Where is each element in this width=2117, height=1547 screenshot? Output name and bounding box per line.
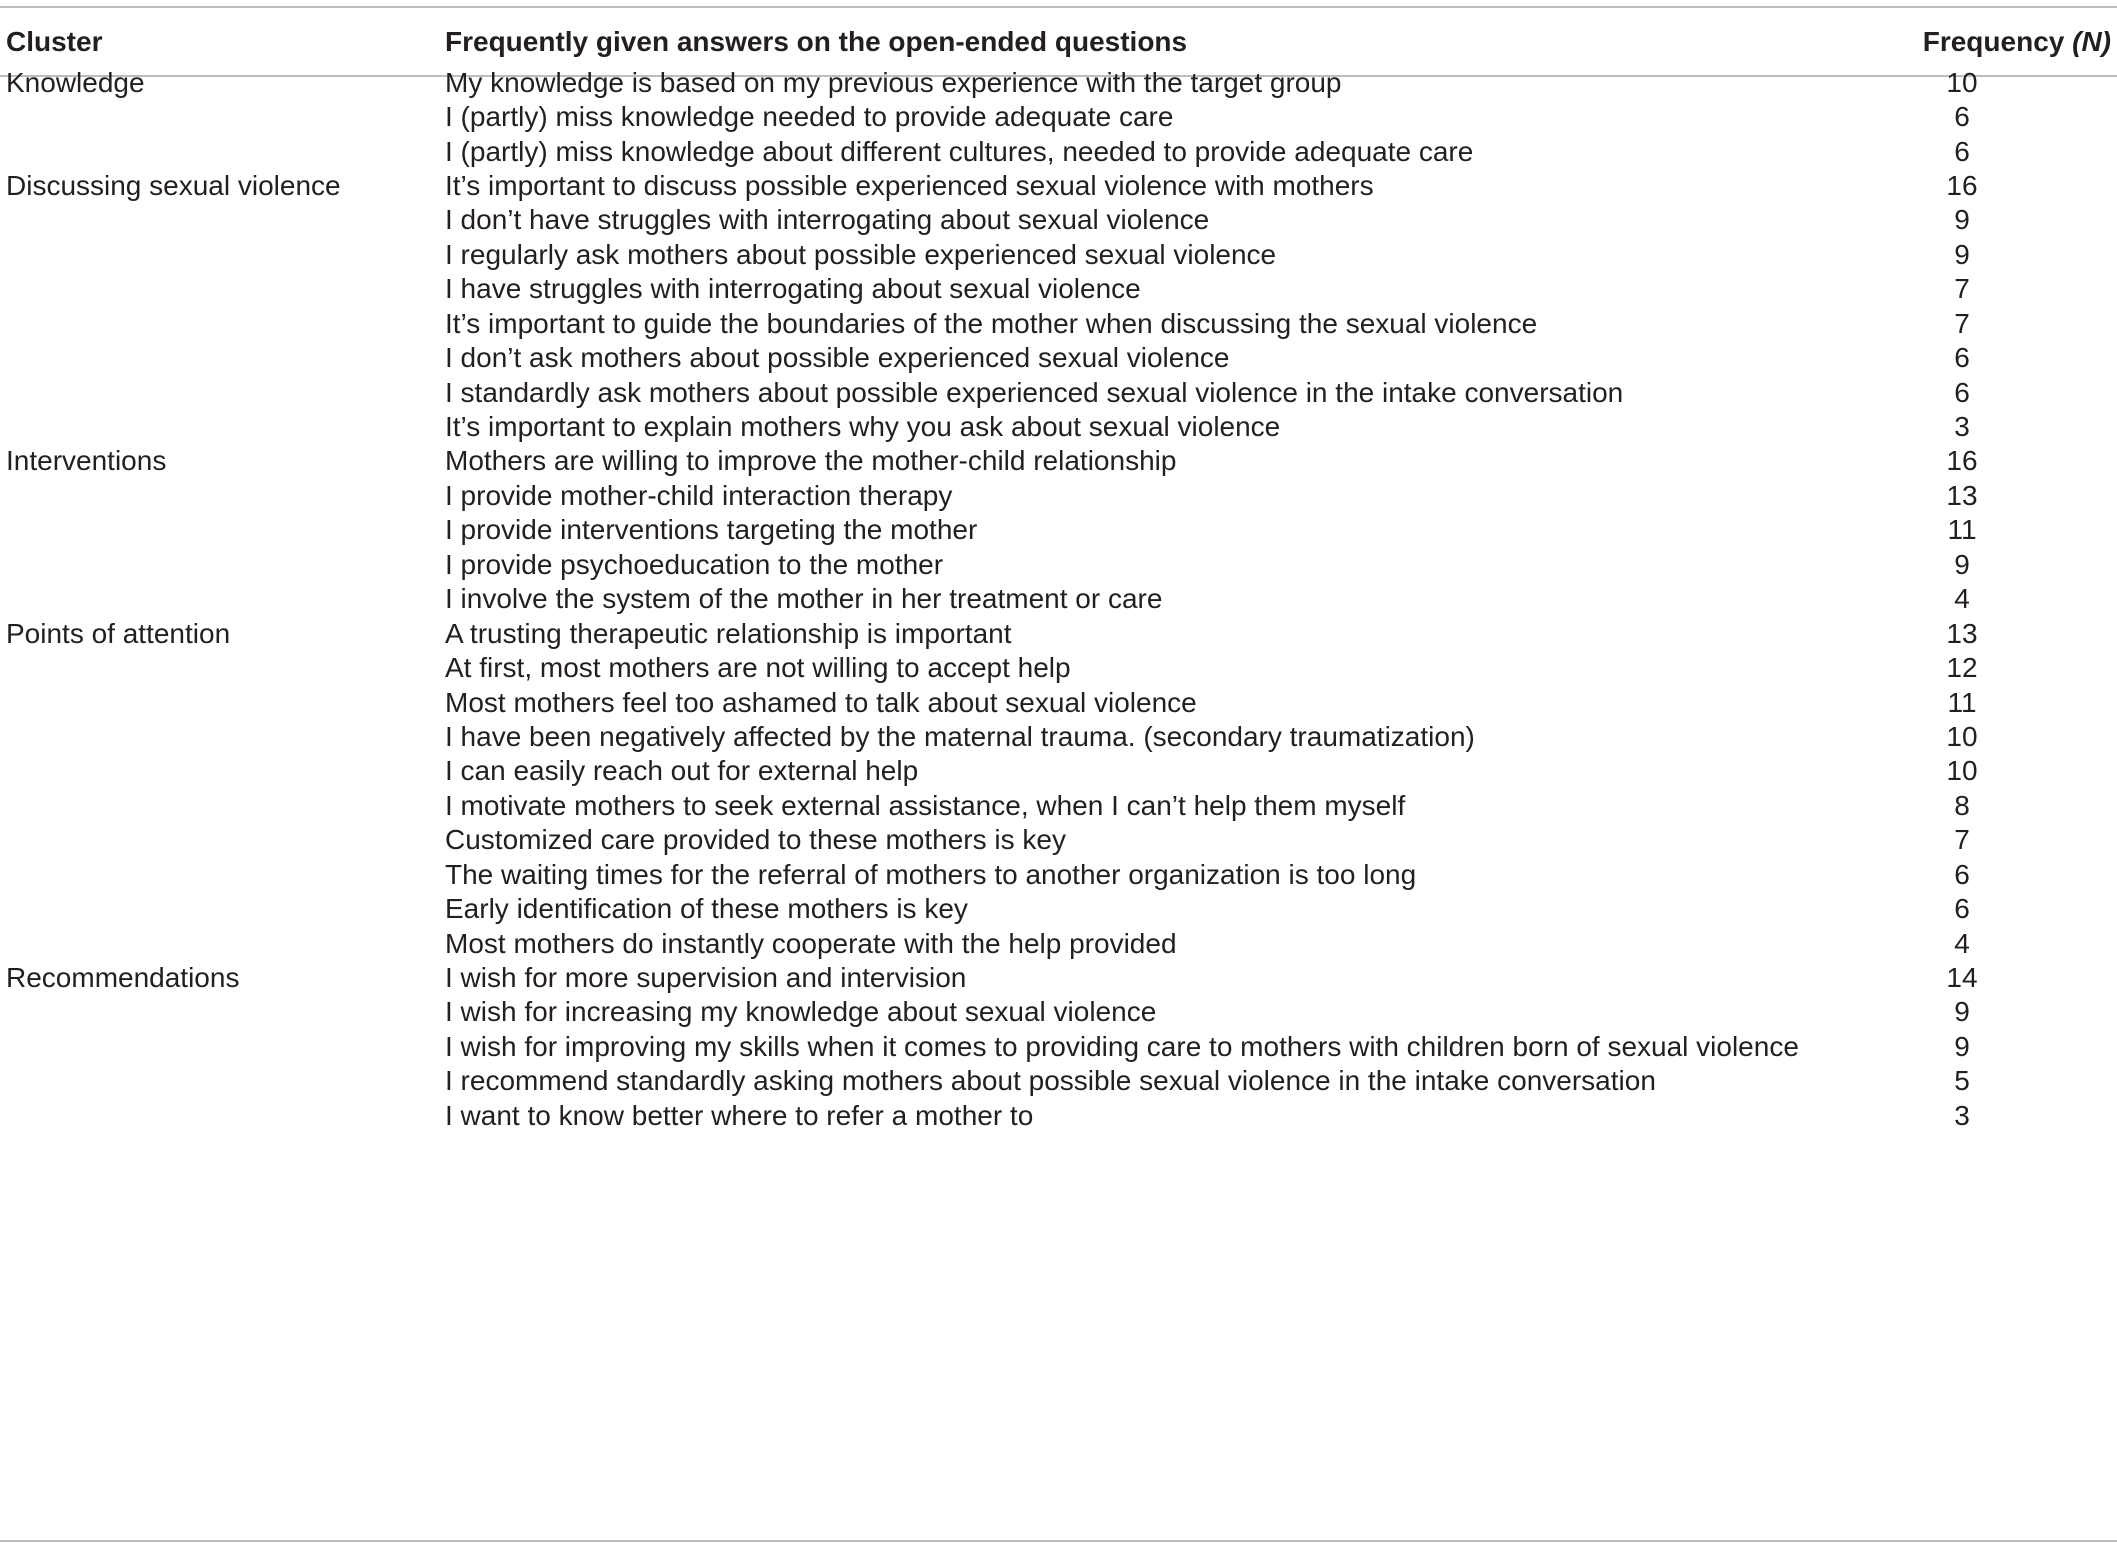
answer-cell: I involve the system of the mother in her treatment or care	[445, 583, 1163, 615]
frequency-cell: 6	[1954, 342, 1970, 374]
cluster-cell: Recommendations	[6, 961, 240, 993]
frequency-cell: 6	[1954, 101, 1970, 133]
header-cluster: Cluster	[6, 26, 103, 57]
frequency-cell: 13	[1946, 617, 1978, 649]
answer-cell: I wish for more supervision and intervision	[445, 961, 967, 993]
frequency-cell: 5	[1954, 1065, 1970, 1097]
answer-cell: I wish for improving my skills when it comes to providing care to mothers with children born of sexual violence	[445, 1030, 1799, 1062]
frequency-cell: 11	[1947, 514, 1977, 546]
answer-cell: A trusting therapeutic relationship is important	[445, 617, 1012, 649]
answer-cell: At first, most mothers are not willing to accept help	[445, 652, 1071, 684]
answer-cell: I (partly) miss knowledge about different cultures, needed to provide adequate care	[445, 135, 1474, 167]
answer-cell: I have struggles with interrogating about sexual violence	[445, 273, 1141, 305]
answer-cell: I standardly ask mothers about possible experienced sexual violence in the intake conversation	[445, 376, 1624, 408]
answer-cell: Most mothers feel too ashamed to talk about sexual violence	[445, 686, 1197, 718]
header-answers: Frequently given answers on the open-ended questions	[445, 26, 1188, 57]
answer-cell: It’s important to explain mothers why you ask about sexual violence	[445, 411, 1281, 443]
frequency-cell: 9	[1954, 548, 1970, 580]
answer-cell: I recommend standardly asking mothers about possible sexual violence in the intake conversation	[445, 1065, 1656, 1097]
frequency-cell: 9	[1954, 996, 1970, 1028]
answer-cell: I have been negatively affected by the maternal trauma. (secondary traumatization)	[445, 720, 1475, 752]
answer-cell: Mothers are willing to improve the mother-child relationship	[445, 445, 1177, 477]
frequency-cell: 8	[1954, 789, 1970, 821]
table-row	[0, 1093, 2117, 1140]
frequency-cell: 3	[1954, 411, 1970, 443]
answer-cell: My knowledge is based on my previous experience with the target group	[445, 66, 1342, 98]
frequency-cell: 9	[1954, 204, 1970, 236]
answer-cell: The waiting times for the referral of mothers to another organization is too long	[445, 858, 1417, 890]
table-bottom-rule	[0, 1540, 2117, 1542]
answer-cell: I provide psychoeducation to the mother	[445, 548, 944, 580]
answer-cell: I (partly) miss knowledge needed to provide adequate care	[445, 101, 1174, 133]
answer-cell: I provide mother-child interaction therapy	[445, 479, 953, 511]
frequency-cell: 3	[1954, 1099, 1970, 1131]
frequency-cell: 9	[1954, 238, 1970, 270]
frequency-cell: 6	[1954, 858, 1970, 890]
frequency-cell: 10	[1946, 66, 1978, 98]
frequency-cell: 10	[1946, 755, 1978, 787]
answer-cell: I regularly ask mothers about possible experienced sexual violence	[445, 238, 1277, 270]
frequency-cell: 6	[1954, 135, 1970, 167]
answer-cell: I don’t have struggles with interrogating about sexual violence	[445, 204, 1210, 236]
answer-cell: I motivate mothers to seek external assistance, when I can’t help them myself	[445, 789, 1406, 821]
frequency-cell: 16	[1946, 445, 1978, 477]
answer-cell: I don’t ask mothers about possible experienced sexual violence	[445, 342, 1230, 374]
answer-cell: Early identification of these mothers is key	[445, 893, 968, 925]
answer-cell: Most mothers do instantly cooperate with the help provided	[445, 927, 1177, 959]
frequency-cell: 7	[1954, 307, 1970, 339]
frequency-cell: 16	[1946, 170, 1978, 201]
answer-cell: It’s important to discuss possible experienced sexual violence with mothers	[445, 170, 1374, 201]
frequency-cell: 7	[1954, 824, 1970, 856]
frequency-cell: 14	[1946, 961, 1978, 993]
cluster-cell: Points of attention	[6, 617, 231, 649]
answer-cell: I want to know better where to refer a mother to	[445, 1099, 1034, 1131]
answer-cell: I wish for increasing my knowledge about sexual violence	[445, 996, 1157, 1028]
frequency-cell: 4	[1954, 583, 1970, 615]
frequency-cell: 10	[1946, 720, 1978, 752]
answer-cell: It’s important to guide the boundaries of the mother when discussing the sexual violence	[445, 307, 1538, 339]
frequency-cell: 7	[1954, 273, 1970, 305]
frequency-cell: 11	[1947, 686, 1977, 718]
answer-cell: I can easily reach out for external help	[445, 755, 919, 787]
frequency-cell: 13	[1946, 479, 1978, 511]
frequency-cell: 12	[1946, 652, 1978, 684]
frequency-cell: 4	[1954, 927, 1970, 959]
frequency-cell: 6	[1954, 893, 1970, 925]
cluster-cell: Knowledge	[6, 66, 145, 98]
answer-cell: Customized care provided to these mothers is key	[445, 824, 1066, 856]
answer-cell: I provide interventions targeting the mother	[445, 514, 978, 546]
header-frequency-symbol: (N)	[2072, 26, 2111, 57]
header-frequency-label: Frequency	[1922, 26, 2073, 57]
frequency-cell: 9	[1954, 1030, 1970, 1062]
table-top-rule	[0, 6, 2117, 8]
cluster-cell: Interventions	[6, 445, 167, 477]
frequency-cell: 6	[1954, 376, 1970, 408]
cluster-cell: Discussing sexual violence	[6, 170, 341, 201]
